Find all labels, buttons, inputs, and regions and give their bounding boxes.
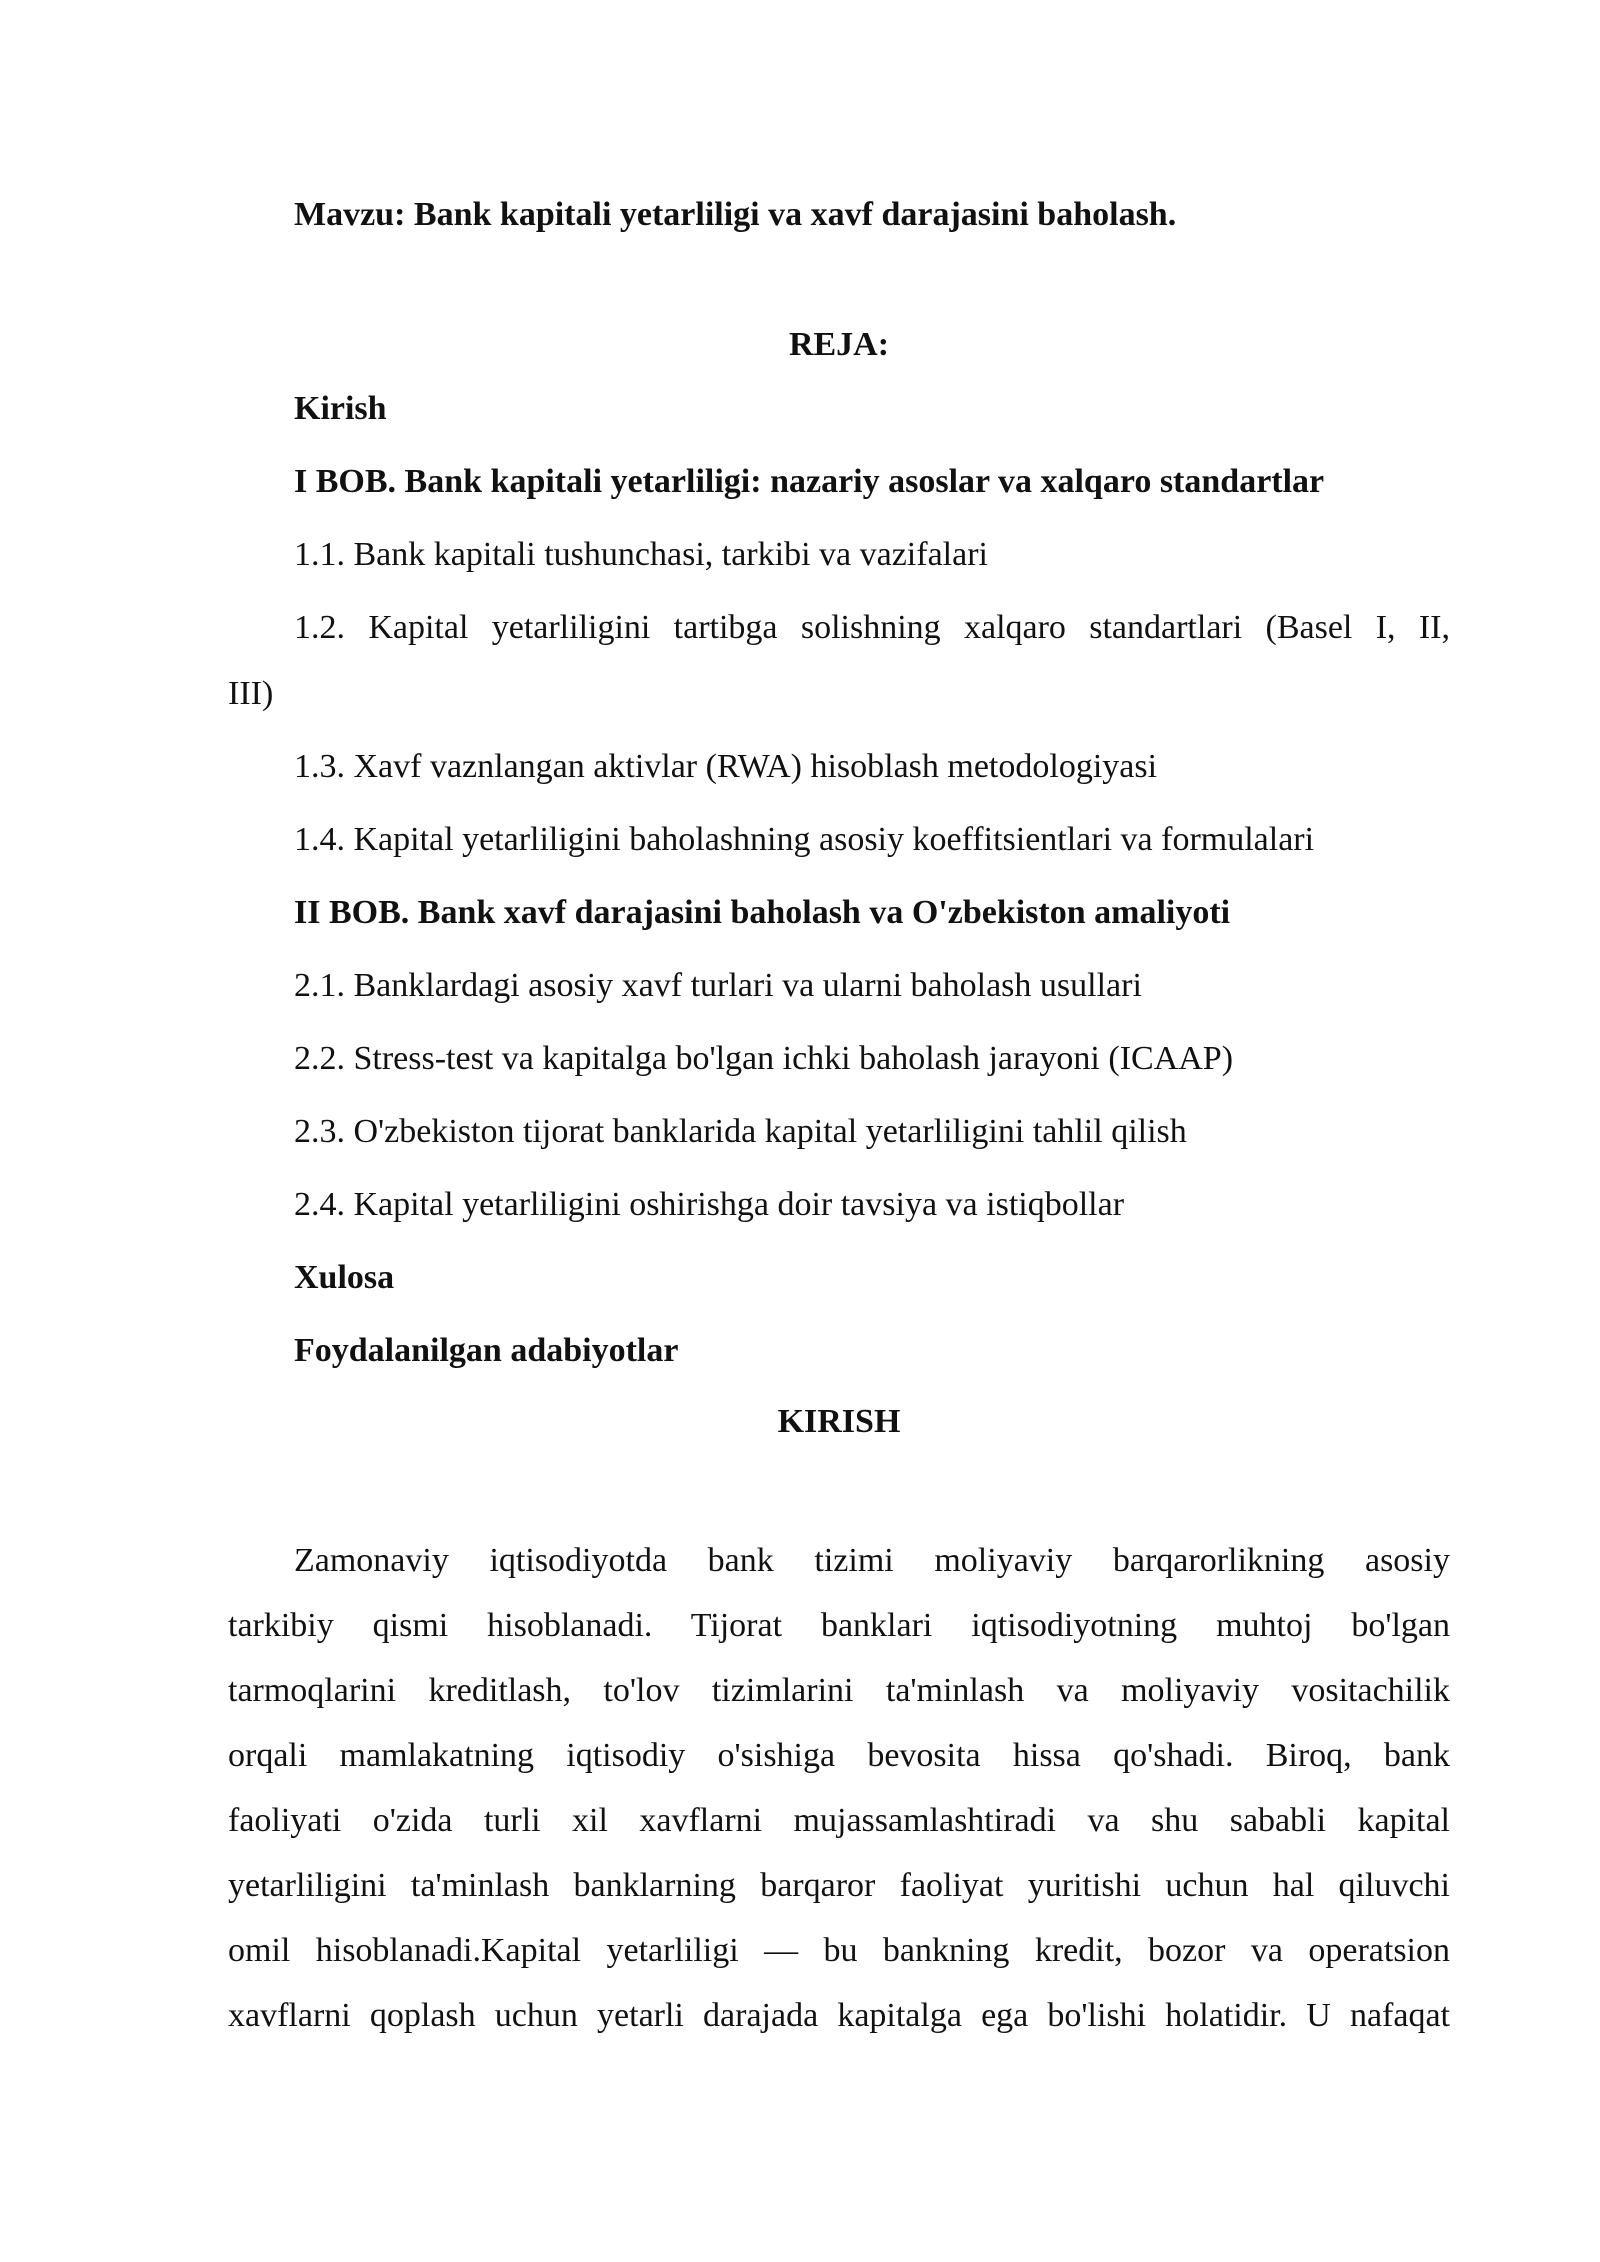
paragraph-line: yetarliligini ta'minlash banklarning barqaror faoliyat yuritishi uchun hal qiluvchi xyxy=(228,1867,1450,1904)
plan-section-1-4: 1.4. Kapital yetarliligini baholashning asosiy koeffitsientlari va formulalari xyxy=(294,821,1315,858)
topic-title: Mavzu: Bank kapitali yetarliligi va xavf darajasini baholash. xyxy=(294,196,1177,233)
plan-section-1-2: 1.2. Kapital yetarliligini tartibga solishning xalqaro standartlari (Basel I, II, xyxy=(294,609,1450,646)
plan-heading: REJA: xyxy=(788,326,890,363)
paragraph-line: orqali mamlakatning iqtisodiy o'sishiga bevosita hissa qo'shadi. Biroq, bank xyxy=(228,1737,1450,1774)
plan-section-2-4: 2.4. Kapital yetarliligini oshirishga doir tavsiya va istiqbollar xyxy=(294,1186,1125,1223)
plan-section-1-3: 1.3. Xavf vaznlangan aktivlar (RWA) hisoblash metodologiyasi xyxy=(294,748,1158,785)
plan-section-1-2-continued: III) xyxy=(228,675,274,712)
paragraph-line: xavflarni qoplash uchun yetarli darajada kapitalga ega bo'lishi holatidir. U nafaqat xyxy=(228,1997,1450,2034)
plan-item-intro: Kirish xyxy=(294,390,387,427)
plan-chapter-2: II BOB. Bank xavf darajasini baholash va O'zbekiston amaliyoti xyxy=(294,894,1231,931)
plan-chapter-1: I BOB. Bank kapitali yetarliligi: nazariy asoslar va xalqaro standartlar xyxy=(294,463,1325,500)
plan-item-references: Foydalanilgan adabiyotlar xyxy=(294,1332,679,1369)
paragraph-line: omil hisoblanadi.Kapital yetarliligi — bu bankning kredit, bozor va operatsion xyxy=(228,1932,1450,1969)
paragraph-line: Zamonaviy iqtisodiyotda bank tizimi moliyaviy barqarorlikning asosiy xyxy=(294,1542,1450,1579)
plan-section-2-1: 2.1. Banklardagi asosiy xavf turlari va ularni baholash usullari xyxy=(294,967,1142,1004)
paragraph-line: tarkibiy qismi hisoblanadi. Tijorat banklari iqtisodiyotning muhtoj bo'lgan xyxy=(228,1607,1450,1644)
plan-section-2-2: 2.2. Stress-test va kapitalga bo'lgan ichki baholash jarayoni (ICAAP) xyxy=(294,1040,1234,1077)
intro-heading: KIRISH xyxy=(777,1403,901,1440)
paragraph-line: faoliyati o'zida turli xil xavflarni mujassamlashtiradi va shu sababli kapital xyxy=(228,1802,1450,1839)
plan-item-conclusion: Xulosa xyxy=(294,1259,395,1296)
plan-section-1-1: 1.1. Bank kapitali tushunchasi, tarkibi va vazifalari xyxy=(294,536,988,573)
paragraph-line: tarmoqlarini kreditlash, to'lov tizimlarini ta'minlash va moliyaviy vositachilik xyxy=(228,1672,1450,1709)
plan-section-2-3: 2.3. O'zbekiston tijorat banklarida kapital yetarliligini tahlil qilish xyxy=(294,1113,1187,1150)
